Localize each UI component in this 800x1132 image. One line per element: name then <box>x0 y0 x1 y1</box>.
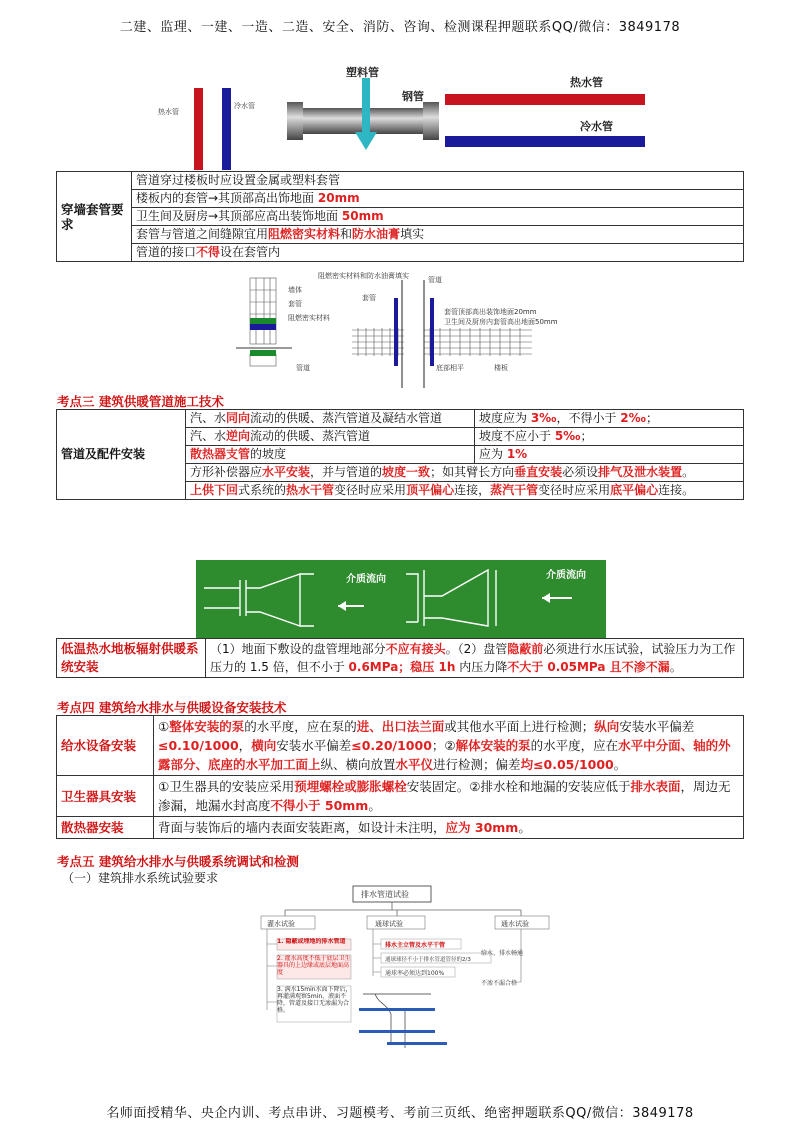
section-5-subtitle: （一）建筑排水系统试验要求 <box>62 871 219 885</box>
text-segment: 必须进行水压试验，试验压力为工作压力的 1.5 倍，但不小于 <box>210 642 736 674</box>
text-segment: 和 <box>340 227 353 241</box>
text-segment: ； <box>645 411 658 425</box>
cold-pipe-label: 冷水管 <box>234 102 255 110</box>
text-segment: 的水平度，应在 <box>530 738 619 753</box>
ball-test-item-2: 通球球径不小于排水管道管径的2/3 <box>385 957 471 963</box>
expansion-joint-note <box>186 464 744 482</box>
plastic-pipe-label: 塑料管 <box>346 66 379 79</box>
floor-heating-label: 低温热水地板辐射供暖系统安装 <box>57 639 206 678</box>
ball-test-item-3: 通球率必须达到100% <box>385 970 445 977</box>
text-segment: ≤0.10/1000 <box>158 738 239 753</box>
text-segment: 卫生间及厨房→其顶部应高出装饰地面 <box>136 209 342 223</box>
water-test-item-2: 不渗不漏合格 <box>481 980 518 987</box>
hot-pipe-label: 热水管 <box>158 108 179 116</box>
sleeve-requirements-table <box>56 171 744 262</box>
text-segment: 必须设 <box>562 465 599 479</box>
reverse-flow-slope <box>475 428 744 446</box>
text-segment: 连接， <box>454 483 491 497</box>
text-segment: 逆向 <box>226 429 251 443</box>
text-segment: 套管与管道之间缝隙宜用 <box>136 227 269 241</box>
text-segment: 不得小于 50mm <box>270 798 369 813</box>
sleeve-row-2 <box>132 190 744 208</box>
text-segment: 背面与装饰后的墙内表面安装距离，如设计未注明， <box>158 820 446 835</box>
text-segment: 不大于 0.05MPa 且不渗不漏 <box>507 660 670 674</box>
text-segment: 或其他水平面上进行检测； <box>444 719 595 734</box>
text-segment: ≤0.20/1000 <box>351 738 432 753</box>
text-segment: 阻燃密实材料 <box>268 227 341 241</box>
wall-label: 墙体 <box>288 286 302 294</box>
sleeve-row-1 <box>132 172 744 190</box>
pipe-label: 管道 <box>296 364 310 372</box>
text-segment: 蒸汽干管 <box>490 483 539 497</box>
tree-root: 排水管道试验 <box>361 890 409 899</box>
sleeve-label-2: 套管 <box>362 294 376 302</box>
eccentric-reducer-figure <box>196 560 606 638</box>
text-segment: 5‰ <box>554 429 581 443</box>
text-segment: 变径时应采用 <box>334 483 407 497</box>
text-segment: 应为 30mm <box>445 820 519 835</box>
text-segment: 流动的供暖、蒸汽管道及凝结水管道 <box>250 411 443 425</box>
heating-table-label: 管道及配件安装 <box>57 410 186 500</box>
text-segment: 纵向 <box>594 719 620 734</box>
text-segment: 管道的接口 <box>136 245 197 259</box>
text-segment: 安装水平偏差 <box>619 719 695 734</box>
text-segment: 整体安装的泵 <box>169 719 245 734</box>
sleeve-section-drawing <box>232 270 592 390</box>
ball-test-item-1: 排水主立管及水平干管 <box>385 942 446 949</box>
text-segment: 纵、横向放置 <box>320 757 396 772</box>
text-segment: 1% <box>506 447 528 461</box>
text-segment: 2‰ <box>620 411 646 425</box>
text-segment: 。 <box>518 820 531 835</box>
text-segment: ；如其臂长方向 <box>430 465 515 479</box>
text-segment: 0.6MPa；稳压 1h <box>348 660 456 674</box>
text-segment: 安装水平偏差 <box>276 738 352 753</box>
floor-heating-table <box>56 638 744 678</box>
eccentric-reducer-note <box>186 482 744 500</box>
branch-fill-test: 灌水试验 <box>267 920 295 928</box>
fill-test-item-1: 1. 隐蔽或埋地的排水管道 <box>277 938 346 945</box>
flow-direction-label-2: 介质流向 <box>546 570 586 581</box>
text-segment: ①卫生器具的安装应采用 <box>158 779 295 794</box>
equipment-install-table <box>56 715 744 839</box>
water-supply-content <box>154 716 744 776</box>
page-footer: 名师面授精华、央企内训、考点串讲、习题模考、考前三页纸、绝密押题联系QQ/微信：3849178 <box>106 1106 694 1121</box>
text-segment: 同向 <box>226 411 251 425</box>
text-segment: 应为 <box>479 447 507 461</box>
floor-heating-content <box>206 639 744 678</box>
branch-ball-test: 通球试验 <box>375 920 403 928</box>
text-segment: 。 <box>613 757 627 772</box>
sleeve-row-3 <box>132 208 744 226</box>
text-segment: 不得 <box>196 245 221 259</box>
flow-direction-label-1: 介质流向 <box>346 574 386 585</box>
text-segment: 坡度应为 <box>479 411 531 425</box>
text-segment: 顶平偏心 <box>406 483 455 497</box>
section-4-title: 考点四 建筑给水排水与供暖设备安装技术 <box>57 700 287 715</box>
radiator-branch-pipe <box>186 446 475 464</box>
radiator-label: 散热器安装 <box>57 817 154 839</box>
sleeve-row-4 <box>132 226 744 244</box>
text-segment: ，周边无渗漏，地漏水封高度 <box>158 779 731 813</box>
text-segment: 进、出口法兰面 <box>356 719 445 734</box>
fill-test-item-3: 3. 满水15min水面下降后，再灌满观察5min，液面不降，管道及接口无渗漏为合格。 <box>277 986 352 1014</box>
slab-label: 楼板 <box>494 364 508 372</box>
text-segment: ，并与管道的 <box>310 465 383 479</box>
text-segment: 的水平度，应在泵的 <box>244 719 357 734</box>
text-segment: 的坡度 <box>250 447 287 461</box>
text-segment: 楼板内的套管→其顶部高出饰地面 <box>136 191 318 205</box>
text-segment: 坡度不应小于 <box>479 429 555 443</box>
reverse-flow <box>186 428 475 446</box>
text-segment: 热水干管 <box>286 483 335 497</box>
text-segment: 3‰ <box>530 411 557 425</box>
text-segment: 散热器支管 <box>190 447 251 461</box>
text-segment: 式系统的 <box>238 483 287 497</box>
text-segment: 内压力降 <box>455 660 508 674</box>
text-segment: 横向 <box>251 738 277 753</box>
section-5-title: 考点五 建筑给水排水与供暖系统调试和检测 <box>57 854 299 869</box>
text-segment: 流动的供暖、蒸汽管道 <box>250 429 371 443</box>
text-segment: 底平偏心 <box>610 483 659 497</box>
text-segment: （1）地面下敷设的盘管埋地部分 <box>210 642 386 656</box>
text-segment: ；② <box>431 738 456 753</box>
text-segment: 。 <box>669 660 682 674</box>
sanitary-fixture-label: 卫生器具安装 <box>57 776 154 817</box>
text-segment: 预埋螺栓或膨胀螺栓 <box>294 779 407 794</box>
text-segment: 水平仪 <box>395 757 434 772</box>
bottom-flush-label: 底部相平 <box>436 364 464 372</box>
text-segment: 方形补偿器应 <box>190 465 263 479</box>
text-segment: ① <box>158 719 170 734</box>
branch-water-test: 通水试验 <box>501 920 529 928</box>
text-segment: 汽、水 <box>190 429 227 443</box>
same-direction-flow <box>186 410 475 428</box>
text-segment: 变径时应采用 <box>538 483 611 497</box>
text-segment: 隐蔽前 <box>507 642 544 656</box>
text-segment: 填实 <box>400 227 425 241</box>
radiator-content <box>154 817 744 839</box>
text-segment: 防水油膏 <box>352 227 401 241</box>
steel-pipe-label: 钢管 <box>402 90 424 103</box>
text-segment: 排气及泄水装置 <box>598 465 683 479</box>
text-segment: 。 <box>368 798 381 813</box>
text-segment: ； <box>580 429 593 443</box>
text-segment: 连接。 <box>658 483 695 497</box>
text-segment: 20mm <box>317 191 360 205</box>
text-segment: 安装固定。②排水栓和地漏的安装应低于 <box>406 779 631 794</box>
page-header: 二建、监理、一建、一造、二造、安全、消防、咨询、检测课程押题联系QQ/微信：3849178 <box>119 20 681 35</box>
cold-pipe-label-2: 冷水管 <box>580 120 613 133</box>
text-segment: 垂直安装 <box>514 465 563 479</box>
text-segment: 水平安装 <box>262 465 311 479</box>
text-segment: 设在套管内 <box>220 245 281 259</box>
sleeve-table-label: 穿墙套管要求 <box>57 172 132 262</box>
text-segment: 汽、水 <box>190 411 227 425</box>
text-segment: 。（2）盘管 <box>445 642 508 656</box>
fill-test-item-2: 2. 灌水高度不低于底层卫生器具的上边缘或底层地面高度 <box>277 955 351 976</box>
seal-label: 阻燃密实材料 <box>288 314 330 322</box>
pipe-sleeve-figure <box>150 62 660 172</box>
water-supply-label: 给水设备安装 <box>57 716 154 776</box>
note-50mm: 卫生间及厨房内套管高出地面50mm <box>444 318 558 326</box>
text-segment: ，不得小于 <box>556 411 621 425</box>
fill-material-label: 阻燃密实材料和防水油膏填实 <box>318 272 409 280</box>
pipe-label-2: 管道 <box>428 276 442 284</box>
text-segment: 均≤0.05/1000 <box>520 757 614 772</box>
text-segment: 50mm <box>341 209 384 223</box>
text-segment: 。 <box>682 465 695 479</box>
text-segment: 水平中分面、轴的外露部分、底座的水平加工面上 <box>158 738 731 772</box>
same-direction-slope <box>475 410 744 428</box>
radiator-branch-slope <box>475 446 744 464</box>
sleeve-label: 套管 <box>288 300 302 308</box>
text-segment: 管道穿过楼板时应设置金属或塑料套管 <box>136 173 341 187</box>
hot-pipe-label-2: 热水管 <box>570 76 603 89</box>
heating-pipe-table <box>56 409 744 500</box>
note-20mm: 套管顶部高出装饰地面20mm <box>444 308 537 316</box>
text-segment: 进行检测；偏差 <box>433 757 521 772</box>
text-segment: 坡度一致 <box>382 465 431 479</box>
text-segment: 解体安装的泵 <box>455 738 531 753</box>
water-test-item-1: 给水、排水畅通 <box>481 950 524 957</box>
text-segment: 不应有接头 <box>385 642 446 656</box>
text-segment: 上供下回 <box>190 483 239 497</box>
text-segment: 排水表面 <box>630 779 681 794</box>
sanitary-fixture-content <box>154 776 744 817</box>
text-segment: ， <box>238 738 252 753</box>
section-3-title: 考点三 建筑供暖管道施工技术 <box>57 394 224 409</box>
sleeve-row-5 <box>132 244 744 262</box>
drainage-test-chart <box>255 882 555 1054</box>
